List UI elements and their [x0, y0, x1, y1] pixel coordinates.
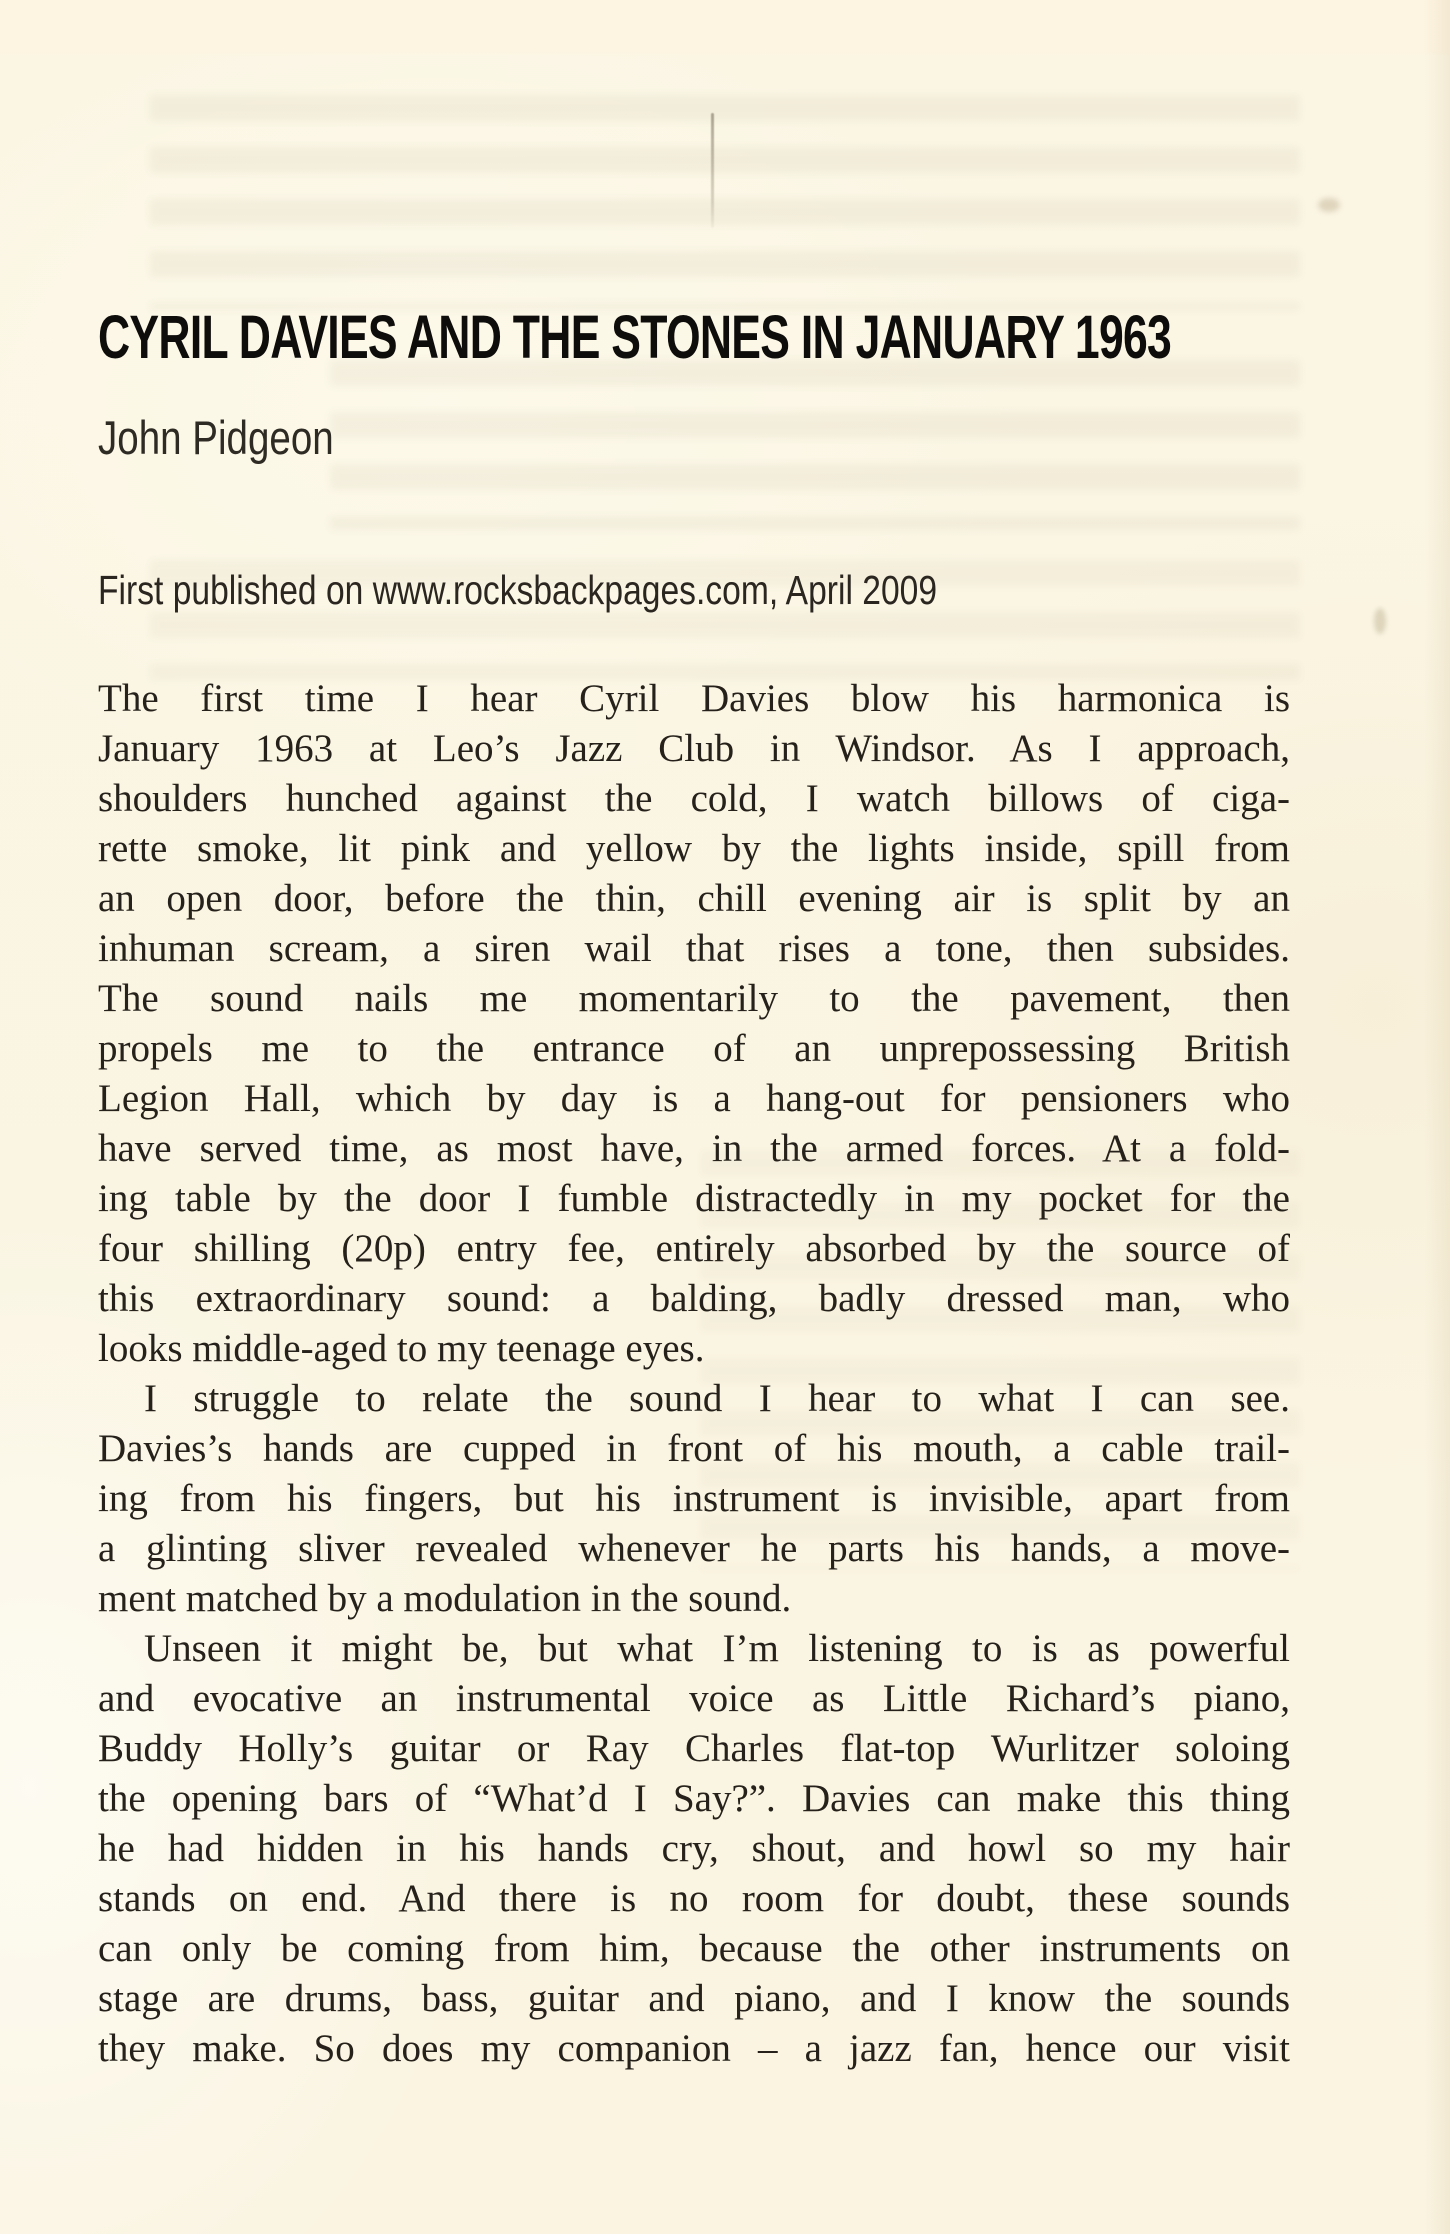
- body-line: four shilling (20p) entry fee, entirely absorbed by the source of: [98, 1227, 1290, 1270]
- body-line: can only be coming from him, because the other instruments on: [98, 1927, 1290, 1970]
- body-line: shoulders hunched against the cold, I watch billows of ciga-: [98, 777, 1290, 820]
- body-line: this extraordinary sound: a balding, badly dressed man, who: [98, 1277, 1290, 1320]
- body-line: inhuman scream, a siren wail that rises a tone, then subsides.: [98, 927, 1290, 970]
- body-line: ing table by the door I fumble distractedly in my pocket for the: [98, 1177, 1290, 1220]
- article-title: CYRIL DAVIES AND THE STONES IN JANUARY 1963: [98, 303, 1172, 371]
- body-line: ment matched by a modulation in the sound.: [98, 1577, 792, 1620]
- show-through-ghost-text: [150, 95, 1300, 310]
- scan-artifact-vertical-line: [711, 113, 714, 228]
- body-line: looks middle-aged to my teenage eyes.: [98, 1327, 705, 1370]
- scan-artifact-smudge: [1318, 198, 1340, 212]
- body-line: a glinting sliver revealed whenever he parts his hands, a move-: [98, 1527, 1290, 1570]
- body-line: Legion Hall, which by day is a hang-out for pensioners who: [98, 1077, 1290, 1120]
- body-line: ing from his fingers, but his instrument is invisible, apart from: [98, 1477, 1290, 1520]
- body-line: The sound nails me momentarily to the pavement, then: [98, 977, 1290, 1020]
- show-through-ghost-text: [330, 360, 1300, 530]
- body-line: Buddy Holly’s guitar or Ray Charles flat-top Wurlitzer soloing: [98, 1727, 1290, 1770]
- body-line: have served time, as most have, in the armed forces. At a fold-: [98, 1127, 1290, 1170]
- body-line: stage are drums, bass, guitar and piano, and I know the sounds: [98, 1977, 1290, 2020]
- body-line: The first time I hear Cyril Davies blow his harmonica is: [98, 677, 1290, 720]
- body-line: and evocative an instrumental voice as Little Richard’s piano,: [98, 1677, 1290, 1720]
- body-line: rette smoke, lit pink and yellow by the lights inside, spill from: [98, 827, 1290, 870]
- body-line: stands on end. And there is no room for doubt, these sounds: [98, 1877, 1290, 1920]
- scan-artifact-smudge: [1374, 608, 1386, 634]
- body-line: the opening bars of “What’d I Say?”. Davies can make this thing: [98, 1777, 1290, 1820]
- page-edge-shading: [1424, 0, 1450, 2234]
- publication-note: First published on www.rocksbackpages.com, April 2009: [98, 567, 938, 613]
- article-body: [98, 674, 1290, 2074]
- article-author: John Pidgeon: [98, 411, 334, 464]
- body-line: propels me to the entrance of an unprepossessing British: [98, 1027, 1290, 1070]
- body-line: he had hidden in his hands cry, shout, and howl so my hair: [98, 1827, 1290, 1870]
- body-line: January 1963 at Leo’s Jazz Club in Windsor. As I approach,: [98, 727, 1290, 770]
- body-line: Unseen it might be, but what I’m listening to is as powerful: [144, 1627, 1290, 1670]
- body-line: an open door, before the thin, chill evening air is split by an: [98, 877, 1290, 920]
- body-line: I struggle to relate the sound I hear to what I can see.: [144, 1377, 1290, 1420]
- body-line: Davies’s hands are cupped in front of his mouth, a cable trail-: [98, 1427, 1290, 1470]
- body-line: they make. So does my companion – a jazz fan, hence our visit: [98, 2027, 1290, 2070]
